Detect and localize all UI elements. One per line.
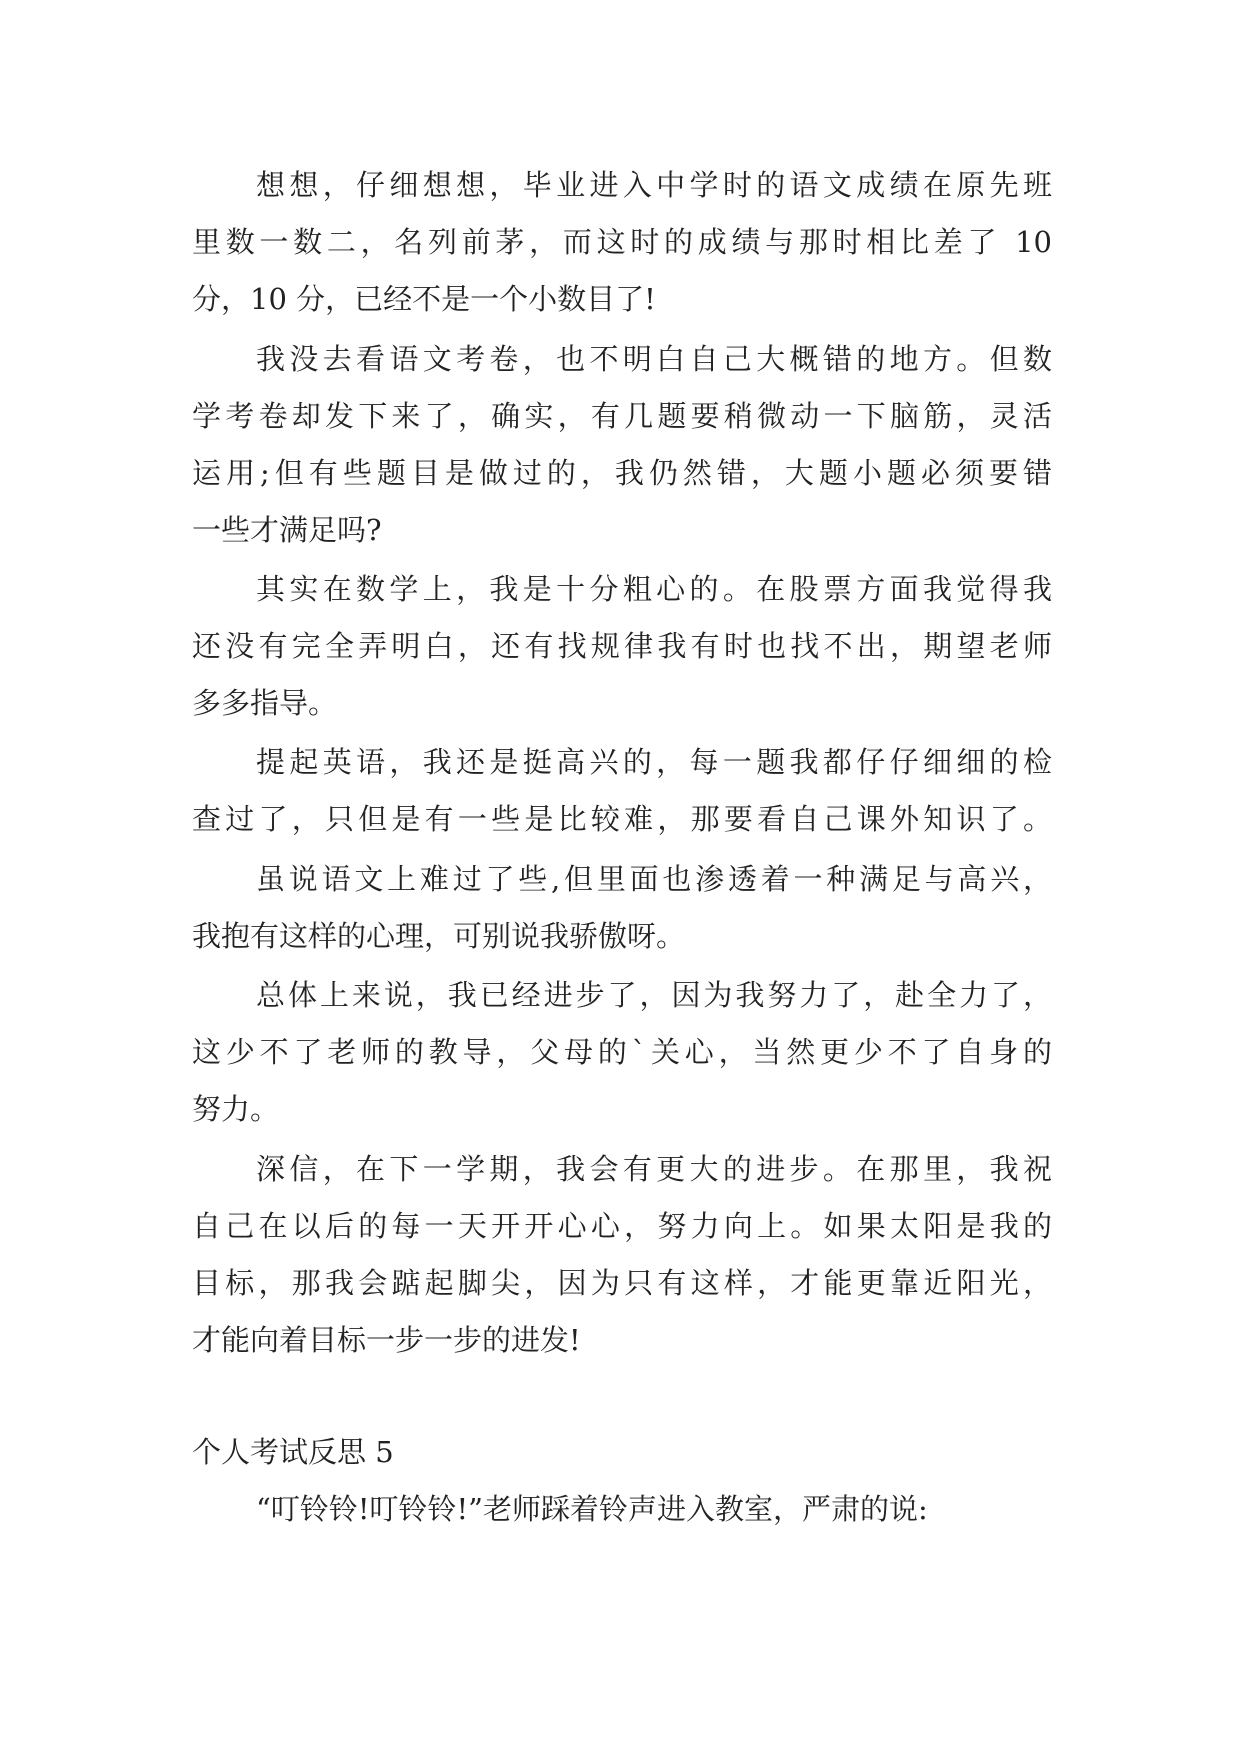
paragraph-4-line-2: 查过了，只但是有一些是比较难，那要看自己课外知识了。: [192, 802, 1052, 836]
paragraph-2-line-4: 一些才满足吗?: [192, 513, 382, 547]
paragraph-2-line-1: 我没去看语文考卷，也不明白自己大概错的地方。但数: [256, 342, 1052, 376]
paragraph-7-line-2: 自己在以后的每一天开开心心，努力向上。如果太阳是我的: [192, 1209, 1052, 1243]
paragraph-5-line-1: 虽说语文上难过了些,但里面也渗透着一种满足与高兴，: [256, 862, 1052, 896]
paragraph-1-line-3: 分，10 分，已经不是一个小数目了!: [192, 282, 656, 316]
section-heading: 个人考试反思 5: [192, 1435, 394, 1469]
paragraph-1-line-1: 想想，仔细想想，毕业进入中学时的语文成绩在原先班: [256, 168, 1052, 202]
paragraph-3-line-2: 还没有完全弄明白，还有找规律我有时也找不出，期望老师: [192, 629, 1052, 663]
paragraph-1-line-2: 里数一数二，名列前茅，而这时的成绩与那时相比差了 10: [192, 225, 1052, 259]
paragraph-7-line-4: 才能向着目标一步一步的进发!: [192, 1323, 581, 1357]
paragraph-7-line-3: 目标，那我会踮起脚尖，因为只有这样，才能更靠近阳光，: [192, 1266, 1052, 1300]
paragraph-2-line-3: 运用;但有些题目是做过的，我仍然错，大题小题必须要错: [192, 456, 1052, 490]
paragraph-6-line-3: 努力。: [192, 1092, 280, 1126]
paragraph-4-line-1: 提起英语，我还是挺高兴的，每一题我都仔仔细细的检: [256, 745, 1052, 779]
paragraph-3-line-1: 其实在数学上，我是十分粗心的。在股票方面我觉得我: [256, 572, 1052, 606]
paragraph-6-line-1: 总体上来说，我已经进步了，因为我努力了，赴全力了，: [256, 978, 1052, 1012]
paragraph-6-line-2: 这少不了老师的教导，父母的`关心，当然更少不了自身的: [192, 1035, 1052, 1069]
paragraph-2-line-2: 学考卷却发下来了，确实，有几题要稍微动一下脑筋，灵活: [192, 399, 1052, 433]
paragraph-3-line-3: 多多指导。: [192, 686, 338, 720]
paragraph-5-line-2: 我抱有这样的心理，可别说我骄傲呀。: [192, 919, 686, 953]
paragraph-7-line-1: 深信，在下一学期，我会有更大的进步。在那里，我祝: [256, 1152, 1052, 1186]
closing-paragraph-line-1: “叮铃铃!叮铃铃!”老师踩着铃声进入教室，严肃的说:: [256, 1492, 928, 1526]
